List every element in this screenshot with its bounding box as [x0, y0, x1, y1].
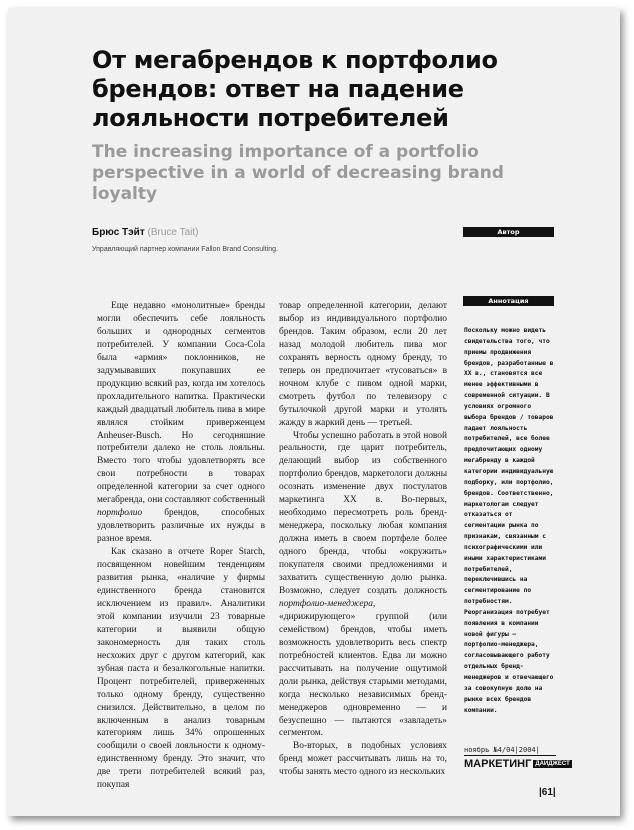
magazine-logo: МАРКЕТИНГ ДАЙДЖЕСТ — [464, 758, 570, 770]
body-paragraph: Чтобы успешно работать в этой новой реальности, где царит потребитель, делающий выбор из собственного портфолио брендов, маркетологи должны осознать изменение двух постулатов маркетинга XX в. Во-первых, необходимо пересмотреть роль бренд-менеджера, поскольку любая компания должна иметь в своем портфеле более одного бренда, чтобы «окружить» покупателя своими предложениями и захватить существенную долю рынка. Возможно, следует создать должность портфолио-менеджера, «дирижирующего» группой (или семейством) брендов, чтобы иметь возможность удовлетворить весь спектр потребностей клиентов. Едва ли можно рассчитывать на получение ощутимой доли рынка, действуя старыми методами, когда несколько независимых бренд-менеджеров одновременно — и безуспешно — пытаются «завладеть» сегментом. — [279, 430, 447, 739]
article-subtitle: The increasing importance of a portfolio perspective in a world of decreasing brand loyalty — [92, 142, 504, 204]
author-latin-name: (Bruce Tait) — [147, 227, 199, 238]
body-paragraph: Как сказано в отчете Roper Starch, посвященном новейшим тенденциям развития рынка, «наличие у фирмы единственного бренда становится исключением из правил». Аналитики этой компании изучили 23 товарные категории и выявили общую закономерность для таких столь несхожих друг с другом категорий, как зубная паста и безалкогольные напитки. Процент потребителей, приверженных только одному бренду, существенно снизился. Действительно, в целом по включенным в анализ товарным категориям лишь 34% опрошенных сообщили о своей лояльности к одному-единственному бренду. Это значит, что две трети потребителей всякий раз, покупая — [97, 547, 265, 791]
author-affiliation: Управляющий партнер компании Fallon Brand Consulting. — [92, 246, 278, 253]
article-title: От мегабрендов к портфолио брендов: ответ на падение лояльности потребителей — [92, 46, 498, 132]
abstract-heading-bar: Аннотация — [463, 296, 554, 306]
body-paragraph: товар определенной категории, делают выбор из индивидуального портфолио брендов. Таким образом, если 20 лет назад молодой любитель пива мог сохранять верность одному бренду, то теперь он предпочитает «тусоваться» в ночном клубе с пивом одной марки, смотреть футбол по телевизору с бутылочкой другой марки и утолять жажду в жаркий день — третьей. — [279, 301, 447, 428]
body-column-1 — [97, 300, 265, 792]
page-number: |61| — [539, 787, 556, 798]
author-heading-bar: Автор — [463, 227, 554, 237]
author-line — [92, 227, 198, 238]
abstract-text: Поскольку можно видеть свидетельства того, что приемы продвижения брендов, разработанные в XX в., становятся все менее эффективными в современной ситуации. В условиях огромного выбора брендов / товаров падает лояльность потребителей, все более предпочитающих одному мегабренду в каждой категории индивидуальную подборку, или портфолио, брендов. Соответственно, маркетологам следует отказаться от сегментации рынка по признакам, связанным с психографическими или иными характеристиками потребителей, переключившись на сегментирование по потребностям. Реорганизация потребует появления в компании новой фигуры — портфолио-менеджера, согласовывающего работу отдельных бренд-менеджеров и отвечающего за совокупную долю на рынке всех брендов компании. — [464, 327, 554, 714]
body-paragraph: Еще недавно «монолитные» бренды могли обеспечить себе лояльность больших и однородных сегментов потребителей. У компании Coca-Cola была «армия» поклонников, не задумывавших покупавших ее продукцию всякий раз, когда им хотелось прохладительного напитка. Практически каждый двадцатый любитель пива в мире являлся стойким приверженцем Anheuser-Busch. Но сегодняшние потребители далеко не столь лояльны. Вместо того чтобы удовлетворять все свои потребности в товарах определенной категории за счет одного мегабренда, они составляют собственный портфолио брендов, способных удовлетворить различные их нужды в разное время. — [97, 301, 265, 545]
body-column-2 — [279, 300, 447, 779]
issue-label: ноябрь №4/04|2004| — [464, 746, 556, 756]
body-paragraph: Во-вторых, в подобных условиях бренд может рассчитывать лишь на то, чтобы занять место одного из нескольких — [279, 741, 447, 778]
author-name: Брюс Тэйт — [92, 227, 145, 238]
journal-page — [8, 8, 620, 816]
